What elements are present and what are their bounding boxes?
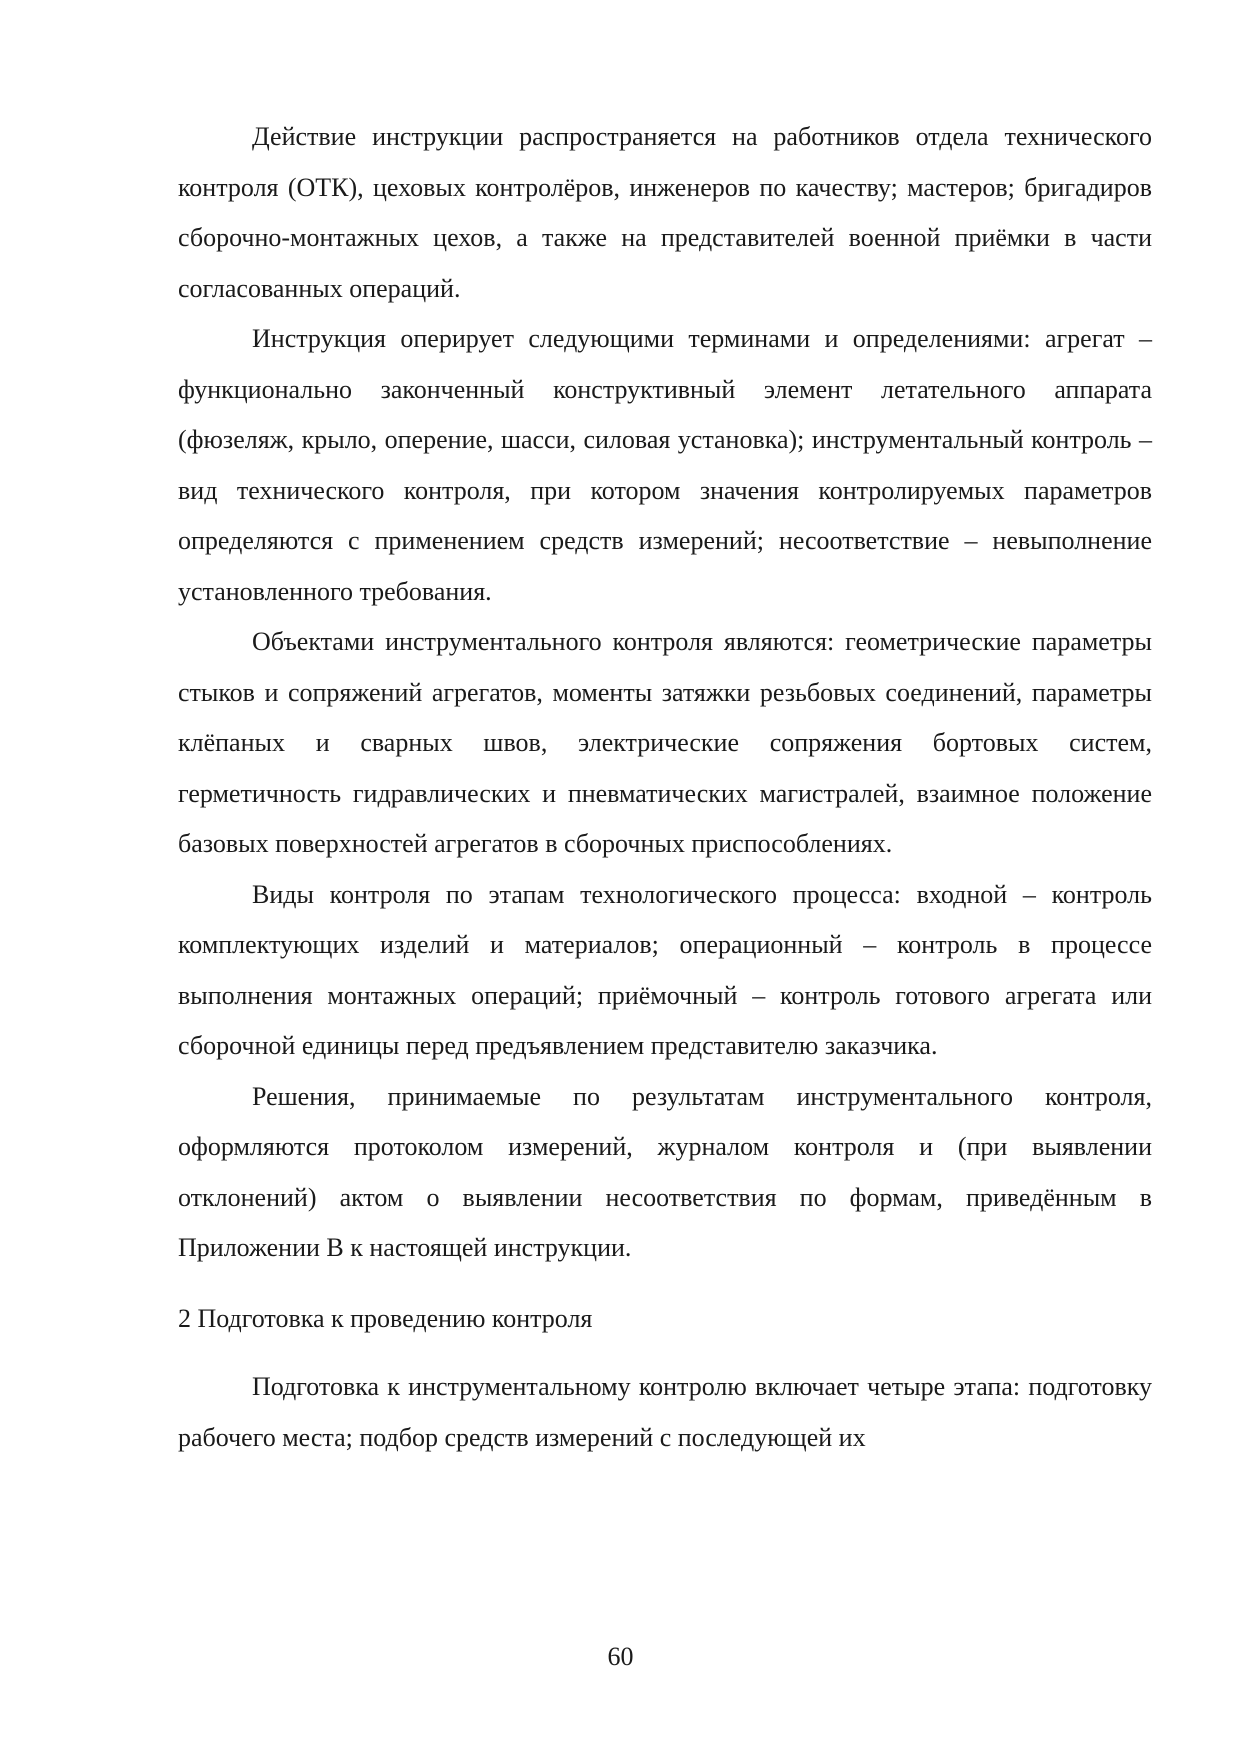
section-heading: 2 Подготовка к проведению контроля [178,1303,593,1333]
page-body [178,112,1152,1463]
paragraph-preparation: Подготовка к инструментальному контролю включает четыре этапа: подготовку рабочего места; подбор средств измерений с последующей их [178,1372,1152,1452]
paragraph-scope: Действие инструкции распространяется на работников отдела технического контроля (ОТК), цеховых контролёров, инженеров по качеству; мастеров; бригадиров сборочно-монтажных цехов, а также на представителей военной приёмки в части согласованных операций. [178,122,1152,303]
page-number: 60 [607,1642,634,1671]
paragraph-objects: Объектами инструментального контроля являются: геометрические параметры стыков и сопряжений агрегатов, моменты затяжки резьбовых соединений, параметры клёпаных и сварных швов, электрические сопряжения бортовых систем, герметичность гидравлических и пневматических магистралей, взаимное положение базовых поверхностей агрегатов в сборочных приспособлениях. [178,627,1152,858]
paragraph-decisions: Решения, принимаемые по результатам инструментального контроля, оформляются протоколом измерений, журналом контроля и (при выявлении отклонений) актом о выявлении несоответствия по формам, приведённым в Приложении В к настоящей инструкции. [178,1081,1152,1262]
paragraph-terms: Инструкция оперирует следующими терминами и определениями: агрегат – функционально законченный конструктивный элемент летательного аппарата (фюзеляж, крыло, оперение, шасси, силовая установка); инструментальный контроль – вид технического контроля, при котором значения контролируемых параметров определяются с применением средств измерений; несоответствие – невыполнение установленного требования. [178,324,1152,606]
paragraph-control-types: Виды контроля по этапам технологического процесса: входной – контроль комплектующих изделий и материалов; операционный – контроль в процессе выполнения монтажных операций; приёмочный – контроль готового агрегата или сборочной единицы перед предъявлением представителю заказчика. [178,879,1152,1060]
